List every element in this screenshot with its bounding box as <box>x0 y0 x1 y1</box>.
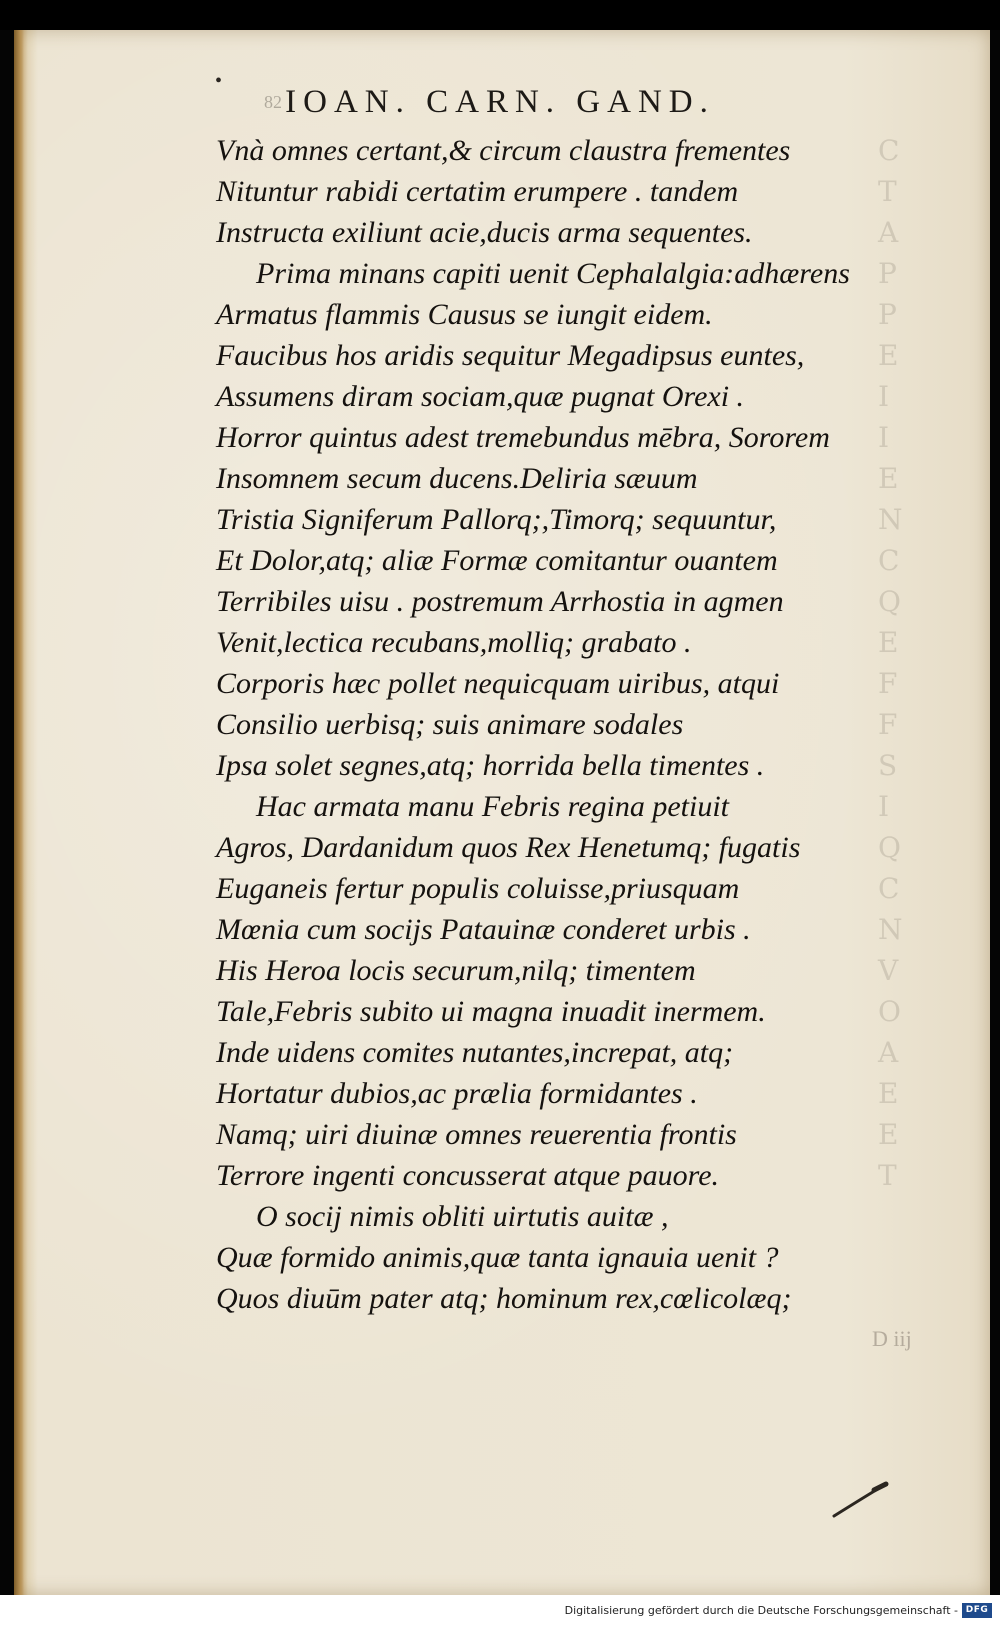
margin-mark: • <box>215 70 223 92</box>
verse-text-block <box>216 130 916 1319</box>
verse-line: Insomnem secum ducens.Deliria sæuum <box>216 462 698 495</box>
verse-line: Horror quintus adest tremebundus mēbra, Sororem <box>216 421 830 454</box>
verse-line: Armatus flammis Causus se iungit eidem. <box>216 298 713 331</box>
verse-line: Quæ formido animis,quæ tanta ignauia uenit ? <box>216 1241 779 1274</box>
funding-credit: Digitalisierung gefördert durch die Deutsche Forschungsgemeinschaft - <box>564 1604 958 1617</box>
verse-line: Inde uidens comites nutantes,increpat, atq; <box>216 1036 734 1069</box>
ink-stroke-mark <box>830 1480 890 1520</box>
verse-line: Assumens diram sociam,quæ pugnat Orexi . <box>216 380 745 413</box>
verse-line: Hac armata manu Febris regina petiuit <box>256 790 730 823</box>
footer-bar <box>0 1595 1000 1627</box>
verse-line: Terrore ingenti concusserat atque pauore. <box>216 1159 720 1192</box>
verse-line: Et Dolor,atq; aliæ Formæ comitantur ouantem <box>216 544 778 577</box>
verse-line: Quos diuūm pater atq; hominum rex,cœlicolæq; <box>216 1282 792 1315</box>
verse-line: Nituntur rabidi certatim erumpere . tandem <box>216 175 739 208</box>
verse-line: Agros, Dardanidum quos Rex Henetumq; fugatis <box>216 831 801 864</box>
page-number: 82 <box>264 92 282 112</box>
verse-line: Instructa exiliunt acie,ducis arma sequentes. <box>216 216 753 249</box>
verse-line: Faucibus hos aridis sequitur Megadipsus euntes, <box>216 339 805 372</box>
verse-line: O socij nimis obliti uirtutis auitæ , <box>256 1200 669 1233</box>
verse-line: Mœnia cum socijs Patauinæ conderet urbis . <box>216 913 751 946</box>
verse-line: Ipsa solet segnes,atq; horrida bella timentes . <box>216 749 765 782</box>
running-head: IOAN. CARN. GAND. <box>285 84 715 120</box>
verse-line: His Heroa locis securum,nilq; timentem <box>216 954 696 987</box>
verse-line: Prima minans capiti uenit Cephalalgia:adhærens <box>256 257 850 290</box>
verse-line: Namq; uiri diuinæ omnes reuerentia frontis <box>216 1118 737 1151</box>
verse-line: Tale,Febris subito ui magna inuadit inermem. <box>216 995 766 1028</box>
verse-line: Euganeis fertur populis coluisse,priusquam <box>216 872 740 905</box>
verse-line: Corporis hæc pollet nequicquam uiribus, atqui <box>216 667 780 700</box>
page-binding-edge <box>14 30 24 1595</box>
verse-line: Consilio uerbisq; suis animare sodales <box>216 708 684 741</box>
verse-line: Venit,lectica recubans,molliq; grabato . <box>216 626 692 659</box>
verse-line: Hortatur dubios,ac prælia formidantes . <box>216 1077 698 1110</box>
verse-line: Terribiles uisu . postremum Arrhostia in agmen <box>216 585 784 618</box>
signature-mark: D iij <box>872 1326 912 1351</box>
dfg-logo: DFG <box>962 1603 992 1618</box>
verse-line: Vnà omnes certant,& circum claustra frementes <box>216 134 791 167</box>
verse-line: Tristia Signiferum Pallorq;,Timorq; sequuntur, <box>216 503 777 536</box>
top-black-band <box>0 0 1000 30</box>
show-through-text: C T A P P E I I E N C Q E F F S I Q C N V O A E E T <box>878 134 903 1192</box>
